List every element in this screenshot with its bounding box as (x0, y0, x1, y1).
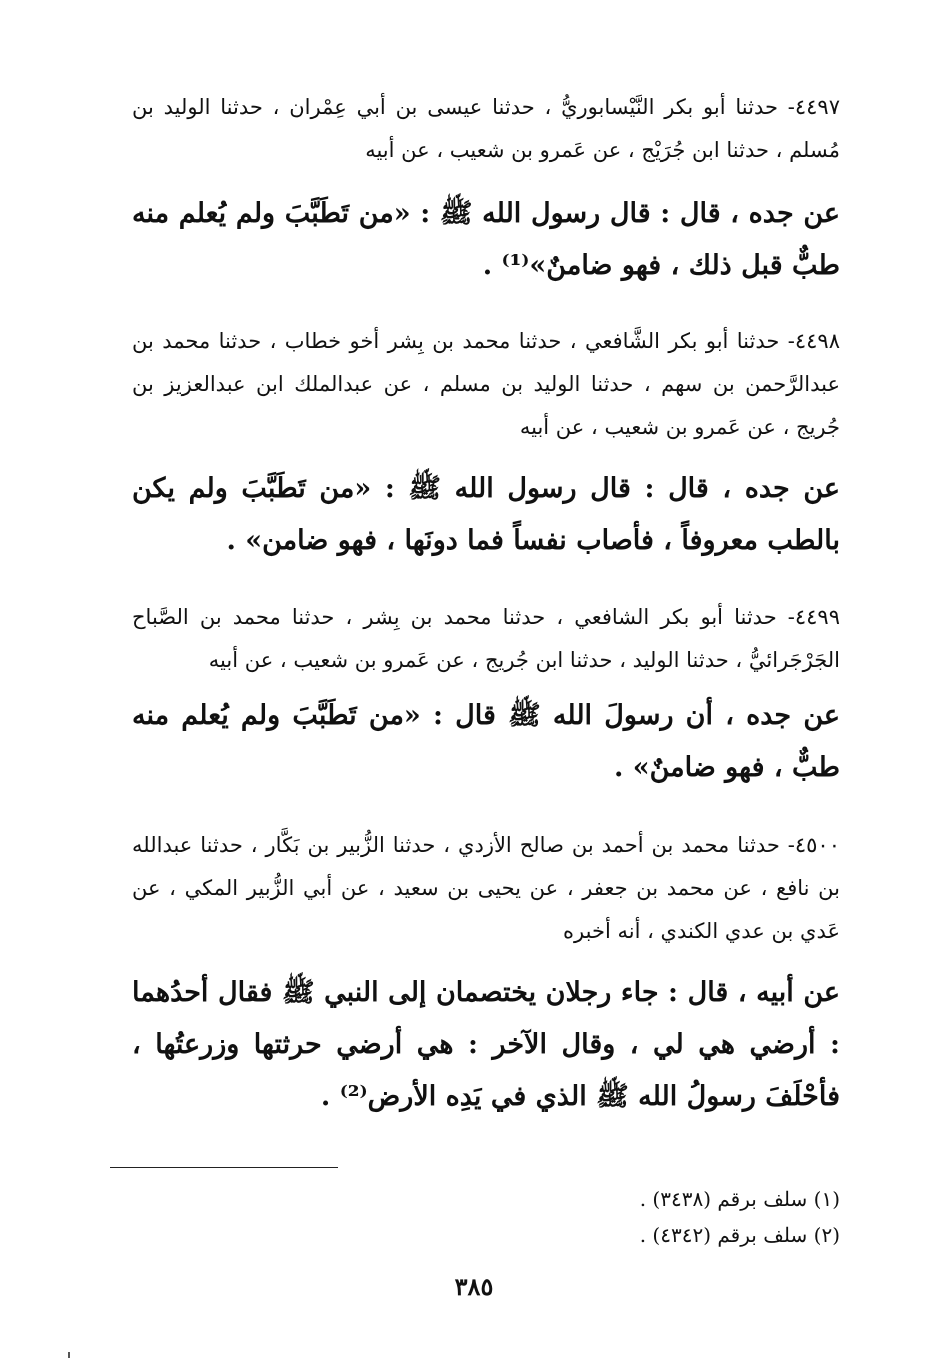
hadith-4500 (132, 824, 840, 1123)
page-number: ٣٨٥ (454, 1272, 494, 1301)
hadith-matn: عن جده ، قال : قال رسول الله ﷺ : «من تَطَبَّبَ ولم يُعلم منه طبٌّ قبل ذلك ، فهو ضامنٌ»⁽¹⁾ . (132, 198, 840, 281)
scan-mark (68, 1352, 70, 1358)
hadith-matn: عن جده ، أن رسولَ الله ﷺ قال : «من تَطَبَّبَ ولم يُعلم منه طبٌّ ، فهو ضامنٌ» . (132, 700, 840, 783)
hadith-isnad: ٤٥٠٠- حدثنا محمد بن أحمد بن صالح الأزدي ، حدثنا الزُّبير بن بَكَّار ، حدثنا عبدالله بن نافع ، عن محمد بن جعفر ، عن يحيى بن سعيد ، عن أبي الزُّبير المكي ، عن عَدي بن عدي الكندي ، أنه أخبره (132, 833, 840, 943)
footnote-divider (110, 1167, 338, 1168)
hadith-isnad: ٤٤٩٩- حدثنا أبو بكر الشافعي ، حدثنا محمد بن بِشر ، حدثنا محمد بن الصَّباح الجَرْجَرائيُّ ، حدثنا الوليد ، حدثنا ابن جُريج ، عن عَمرو بن شعيب ، عن أبيه (132, 605, 840, 672)
hadith-4498 (132, 320, 840, 567)
hadith-matn: عن أبيه ، قال : جاء رجلان يختصمان إلى النبي ﷺ فقال أحدُهما : أرضي هي لي ، وقال الآخر : هي أرضي حرثتها وزرعتُها ، فأحْلَفَ رسولُ الله ﷺ الذي في يَدِه الأرض⁽²⁾ . (132, 977, 840, 1112)
hadith-isnad: ٤٤٩٧- حدثنا أبو بكر النَّيْسابوريُّ ، حدثنا عيسى بن أبي عِمْران ، حدثنا الوليد بن مُسلم ، حدثنا ابن جُرَيْج ، عن عَمرو بن شعيب ، عن أبيه (132, 95, 840, 162)
hadith-matn: عن جده ، قال : قال رسول الله ﷺ : «من تَطَبَّبَ ولم يكن بالطب معروفاً ، فأصاب نفساً فما دونَها ، فهو ضامن» . (132, 473, 840, 556)
footnote-1: (١) سلف برقم (٣٤٣٨) . (639, 1187, 840, 1211)
hadith-isnad: ٤٤٩٨- حدثنا أبو بكر الشَّافعي ، حدثنا محمد بن بِشر أخو خطاب ، حدثنا محمد بن عبدالرَّحمن بن سهم ، حدثنا الوليد بن مسلم ، عن عبدالملك ابن عبدالعزيز بن جُريج ، عن عَمرو بن شعيب ، عن أبيه (132, 329, 840, 439)
hadith-4497 (132, 86, 840, 292)
hadith-4499 (132, 596, 840, 794)
footnote-2: (٢) سلف برقم (٤٣٤٢) . (639, 1223, 840, 1247)
